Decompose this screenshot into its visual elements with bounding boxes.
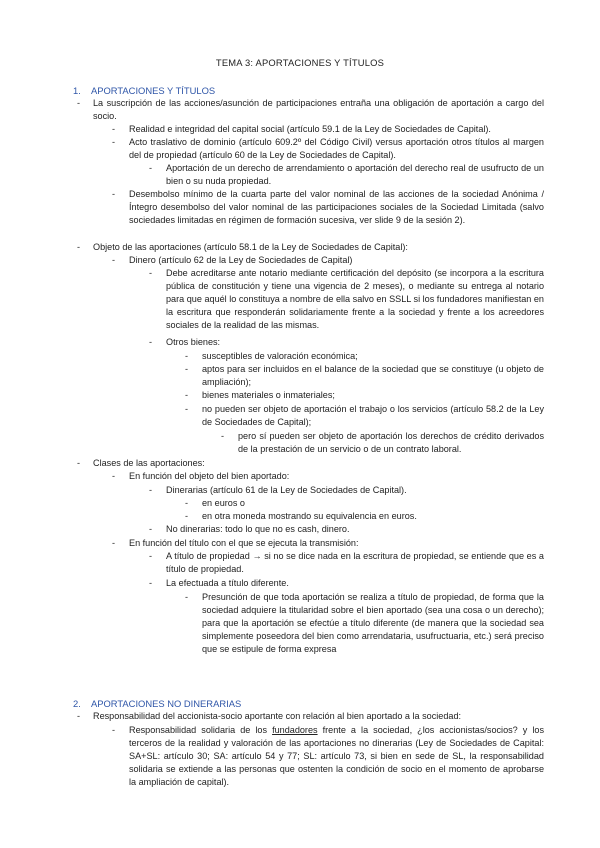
bullet-titulo-diferente xyxy=(149,577,544,590)
paragraph-text: La suscripción de las acciones/asunción de participaciones entraña una obligación de aportación a cargo del socio. xyxy=(93,98,544,122)
bullet-funcion-titulo xyxy=(112,537,544,550)
dash-marker: - xyxy=(77,458,81,468)
dash-marker: - xyxy=(149,524,153,534)
bullet-text: La efectuada a título diferente. xyxy=(166,578,289,588)
bullet-acreditarse-notario xyxy=(149,267,544,332)
bullet-otros-bienes xyxy=(149,336,544,349)
bullet-text: En función del título con el que se ejecuta la transmisión: xyxy=(129,538,359,548)
dash-marker: - xyxy=(77,98,81,108)
bullet-derechos-credito xyxy=(221,430,544,456)
bullet-text: Acto traslativo de dominio (artículo 609.2º del Código Civil) versus aportación otros títulos al margen del de propiedad (artículo 60 de la Ley de Sociedades de Capital). xyxy=(129,137,544,161)
bullet-text: Otros bienes: xyxy=(166,337,221,347)
dash-marker: - xyxy=(112,725,116,735)
bullet-titulo-propiedad xyxy=(149,550,544,576)
dash-marker: - xyxy=(112,189,116,199)
dash-marker: - xyxy=(149,337,153,347)
paragraph-clases xyxy=(77,457,544,470)
bullet-text: en euros o xyxy=(202,498,245,508)
dash-marker: - xyxy=(112,124,116,134)
bullet-text: no pueden ser objeto de aportación el trabajo o los servicios (artículo 58.2 de la Ley de Sociedades de Capital); xyxy=(202,404,544,428)
bullet-text: Desembolso mínimo de la cuarta parte del valor nominal de las acciones de la sociedad Anónima / Íntegro desembolso del valor nominal de las participaciones sociales de la Sociedad Limitada (salvo sociedades limitadas en régimen de formación sucesiva, ver slide 9 de la sesión 2). xyxy=(129,189,544,226)
dash-marker: - xyxy=(185,592,189,602)
bullet-desembolso xyxy=(112,188,544,227)
dash-marker: - xyxy=(185,390,189,400)
bullet-arrendamiento xyxy=(149,162,544,188)
bullet-acto-traslativo xyxy=(112,136,544,162)
bullet-dinero xyxy=(112,254,544,267)
dash-marker: - xyxy=(149,551,153,561)
bullet-text: Presunción de que toda aportación se realiza a título de propiedad, de forma que la sociedad adquiere la titularidad sobre el bien aportado (sea una cosa o un derecho); para que la aportación se efectúe a título diferente (de manera que la sociedad sea simplemente poseedora del bien como arrendataria, usufructuaria, etc.) será preciso que se estipule de forma expresa xyxy=(202,592,544,655)
bullet-text: Dinerarias (artículo 61 de la Ley de Sociedades de Capital). xyxy=(166,485,407,495)
paragraph-suscripcion xyxy=(77,97,544,123)
section-2-number: 2. xyxy=(73,698,81,709)
bullet-text: En función del objeto del bien aportado: xyxy=(129,471,290,481)
dash-marker: - xyxy=(149,268,153,278)
dash-marker: - xyxy=(112,255,116,265)
dash-marker: - xyxy=(185,404,189,414)
dash-marker: - xyxy=(112,538,116,548)
dash-marker: - xyxy=(221,431,225,441)
bullet-responsabilidad-solidaria xyxy=(112,724,545,789)
dash-marker: - xyxy=(112,137,116,147)
bullet-text: No dinerarias: todo lo que no es cash, dinero. xyxy=(166,524,350,534)
bullet-presuncion xyxy=(185,591,544,656)
bullet-en-euros xyxy=(185,497,544,510)
fundadores-underlined: fundadores xyxy=(272,725,318,735)
dash-marker: - xyxy=(77,242,81,252)
dash-marker: - xyxy=(185,364,189,374)
section-2-heading xyxy=(73,697,241,710)
bullet-dinerarias xyxy=(149,484,544,497)
text-before-link: Responsabilidad solidaria de los xyxy=(129,725,273,735)
dash-marker: - xyxy=(185,498,189,508)
bullet-text: pero sí pueden ser objeto de aportación los derechos de crédito derivados de la prestación de un servicio o de un contrato laboral. xyxy=(238,431,544,455)
paragraph-text: Clases de las aportaciones: xyxy=(93,458,205,468)
bullet-text: A título de propiedad → si no se dice nada en la escritura de propiedad, se entiende que es a título de propiedad. xyxy=(166,551,544,575)
bullet-realidad-integridad xyxy=(112,123,544,136)
bullet-otra-moneda xyxy=(185,510,544,523)
section-1-number: 1. xyxy=(73,85,81,96)
dash-marker: - xyxy=(112,471,116,481)
bullet-text: Realidad e integridad del capital social (artículo 59.1 de la Ley de Sociedades de Capital). xyxy=(129,124,491,134)
bullet-text xyxy=(129,724,544,789)
section-2-title: APORTACIONES NO DINERARIAS xyxy=(91,698,242,709)
bullet-text: Dinero (artículo 62 de la Ley de Sociedades de Capital) xyxy=(129,255,353,265)
dash-marker: - xyxy=(77,711,81,721)
bullet-text: Debe acreditarse ante notario mediante certificación del depósito (se incorpora a la escritura pública de constitución y tiene una vigencia de 2 meses), o mediante su entrega al notario para que aquél lo constituya a nombre de ella salvo en SSLL si los fundadores manifiestan en la escritura que responderán solidariamente frente a la sociedad y frente a los acreedores sociales de la realidad de las mismas. xyxy=(166,268,544,331)
bullet-text: en otra moneda mostrando su equivalencia en euros. xyxy=(202,511,417,521)
bullet-trabajo-servicios xyxy=(185,403,544,429)
dash-marker: - xyxy=(185,511,189,521)
dash-marker: - xyxy=(149,163,153,173)
paragraph-responsabilidad xyxy=(77,710,544,723)
dash-marker: - xyxy=(149,578,153,588)
section-1-title: APORTACIONES Y TÍTULOS xyxy=(91,85,216,96)
bullet-aptos xyxy=(185,363,544,389)
bullet-no-dinerarias xyxy=(149,523,544,536)
bullet-text: susceptibles de valoración económica; xyxy=(202,351,358,361)
bullet-text: Aportación de un derecho de arrendamiento o aportación del derecho real de usufructo de un bien o su nuda propiedad. xyxy=(166,163,544,187)
text-after-link: frente a la sociedad, ¿los accionistas/socios? y los terceros de la realidad y valoración de las aportaciones no dinerarias (Ley de Sociedades de Capital: SA+SL: artículo 30; SA: artículo 54 y 77; SL: artículo 73, si bien en sede de SL, la responsabilidad solidaria se extiende a las personas que ostenten la condición de socio en el momento de aprobarse la ampliación de capital). xyxy=(129,725,545,788)
paragraph-objeto xyxy=(77,241,544,254)
dash-marker: - xyxy=(185,351,189,361)
section-1-heading xyxy=(73,84,215,97)
paragraph-text: Responsabilidad del accionista-socio aportante con relación al bien aportado a la sociedad: xyxy=(93,711,462,721)
dash-marker: - xyxy=(149,485,153,495)
bullet-text: aptos para ser incluidos en el balance de la sociedad que se constituye (u objeto de ampliación); xyxy=(202,364,544,388)
bullet-text: bienes materiales o inmateriales; xyxy=(202,390,335,400)
document-title: TEMA 3: APORTACIONES Y TÍTULOS xyxy=(215,57,385,68)
bullet-bienes-materiales xyxy=(185,389,544,402)
bullet-susceptibles xyxy=(185,350,544,363)
bullet-funcion-objeto xyxy=(112,470,544,483)
paragraph-text: Objeto de las aportaciones (artículo 58.1 de la Ley de Sociedades de Capital): xyxy=(93,242,408,252)
